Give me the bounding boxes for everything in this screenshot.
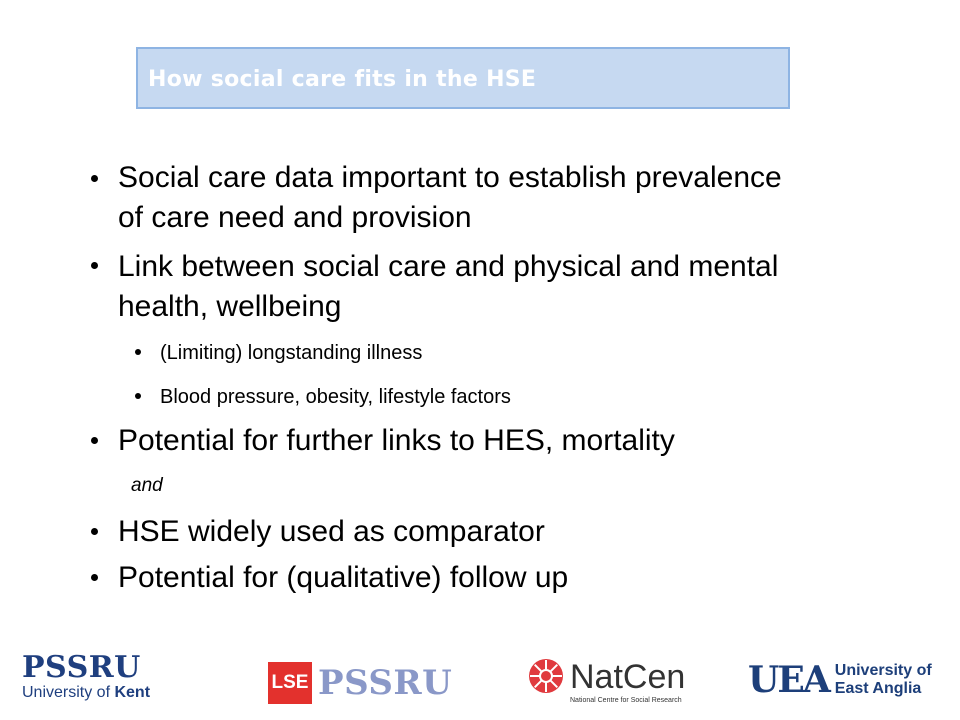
bullet-text: Link between social care and physical and mental xyxy=(118,250,779,283)
uea-line2: East Anglia xyxy=(834,680,922,697)
bullet-icon xyxy=(91,262,98,269)
bullet-icon xyxy=(91,528,98,535)
sub-bullet-text: (Limiting) longstanding illness xyxy=(160,342,423,364)
sub-bullet-icon xyxy=(135,393,141,399)
bullet-text: health, wellbeing xyxy=(118,290,342,323)
bullet-icon xyxy=(91,175,98,182)
pssru-kent-kent: Kent xyxy=(114,684,151,701)
lse-pssru-name: PSSRU xyxy=(318,663,453,703)
slide-title-box xyxy=(136,47,790,109)
slide-title: How social care fits in the HSE xyxy=(148,67,537,92)
pssru-kent-prefix: University of xyxy=(22,684,115,701)
natcen-tagline: National Centre for Social Research xyxy=(570,697,682,704)
sub-bullet-text: Blood pressure, obesity, lifestyle factors xyxy=(160,386,511,408)
bullet-text: of care need and provision xyxy=(118,201,472,234)
uea-logo xyxy=(748,660,932,700)
bullet-icon xyxy=(91,437,98,444)
sub-bullet-icon xyxy=(135,349,141,355)
uea-mark: UEA xyxy=(748,659,829,701)
bullet-text: Potential for (qualitative) follow up xyxy=(118,561,569,594)
natcen-emblem-icon xyxy=(528,658,564,694)
bullet-text: HSE widely used as comparator xyxy=(118,515,545,548)
note-text: and xyxy=(131,475,163,496)
lse-pssru-logo xyxy=(268,662,452,704)
uea-line1: University of xyxy=(834,662,932,679)
bullet-text: Social care data important to establish prevalence xyxy=(118,161,782,194)
bullet-icon xyxy=(91,574,98,581)
pssru-kent-name: PSSRU xyxy=(22,650,141,685)
bullet-text: Potential for further links to HES, mortality xyxy=(118,424,675,457)
natcen-logo xyxy=(528,658,685,705)
natcen-name: NatCen xyxy=(570,658,686,696)
pssru-kent-logo xyxy=(22,652,150,702)
pssru-kent-subtitle xyxy=(22,684,150,702)
lse-mark: LSE xyxy=(268,662,312,704)
